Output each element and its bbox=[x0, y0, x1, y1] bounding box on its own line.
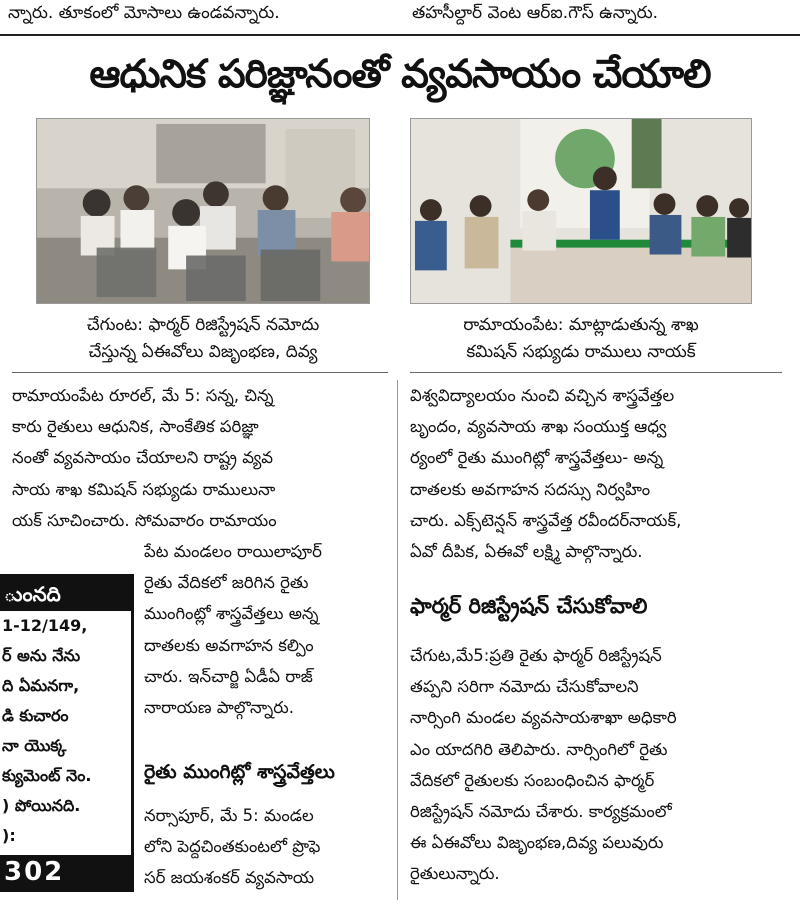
text-line: విశ్వవిద్యాలయం నుంచి వచ్చిన శాస్త్రవేత్తల bbox=[410, 386, 675, 405]
text-line: నారాయణ పాల్గొన్నారు. bbox=[144, 698, 294, 718]
caption-left-line-2: చేస్తున్న ఏఈవోలు విజృంభణ, దివ్య bbox=[88, 342, 318, 362]
text-line: లోని పెద్దచింతకుంటలో ప్రొఫె bbox=[144, 837, 321, 857]
text-line: కారు రైతులు ఆధునిక, సాంకేతిక పరిజ్ఞా bbox=[12, 417, 259, 437]
text-line: నంతో వ్యవసాయం చేయాలని రాష్ట్ర వ్యవ bbox=[12, 448, 274, 468]
text-line: ఈ ఏఈవోలు విజృంభణ,దివ్య పలువురు bbox=[410, 833, 664, 853]
subhead-left: రైతు ముంగిట్లో శాస్త్రవేత్తలు bbox=[144, 761, 335, 783]
top-continuation-right: తహసీల్దార్ వెంట ఆర్ఐ.గౌస్ ఉన్నారు. bbox=[412, 3, 658, 23]
ad-line: డి కుచారం bbox=[2, 706, 69, 725]
ad-line: ) పోయినది. bbox=[2, 796, 81, 815]
text-line: తప్పని సరిగా నమోదు చేసుకోవాలని bbox=[410, 677, 639, 697]
caption-right bbox=[410, 312, 752, 366]
ad-number: 302 bbox=[0, 855, 131, 889]
headline: ఆధునిక పరిజ్ఞానంతో వ్యవసాయం చేయాలి bbox=[89, 52, 711, 97]
caption-right-line-1: రామాయంపేట: మాట్లాడుతున్న శాఖ bbox=[463, 315, 699, 335]
left-caption-divider bbox=[12, 372, 388, 373]
top-continuation-left: న్నారు. తూకంలో మోసాలు ఉండవన్నారు. bbox=[8, 3, 280, 23]
caption-left-line-1: చేగుంట: ఫార్మర్ రిజిస్ట్రేషన్ నమోదు bbox=[86, 315, 320, 335]
text-line: రామాయంపేట రూరల్, మే 5: సన్న, చిన్న bbox=[12, 386, 274, 405]
text-line: నర్సాపూర్, మే 5: మండల bbox=[144, 806, 314, 825]
text-line: ర్యంలో రైతు ముంగిట్లో శాస్త్రవేత్తలు- అన్న bbox=[410, 448, 664, 468]
photo-farmer-registration bbox=[36, 118, 370, 304]
ad-line: ): bbox=[2, 826, 16, 845]
ad-line: నా యొక్క bbox=[2, 736, 67, 755]
text-line: వేదికలో రైతులకు సంబంధించిన ఫార్మర్ bbox=[410, 770, 655, 790]
left-article-para2 bbox=[144, 800, 384, 894]
text-line: రైతు వేదికలో జరిగిన రైతు bbox=[144, 573, 309, 593]
text-line: పేట మండలం రాయిలాపూర్ bbox=[144, 542, 322, 562]
right-caption-divider bbox=[410, 372, 782, 373]
text-line: దాతలకు అవగాహన కల్పిం bbox=[144, 635, 314, 655]
caption-right-line-2: కమిషన్ సభ్యుడు రాములు నాయక్ bbox=[466, 342, 696, 362]
ad-line: ర్ అను నేను bbox=[2, 646, 81, 665]
text-line: చేగుట,మే5:ప్రతి రైతు ఫార్మర్ రిజిస్ట్రేషన్ bbox=[410, 646, 662, 665]
photo-commission-member-speaking bbox=[410, 118, 752, 304]
text-line: బృందం, వ్యవసాయ శాఖ సంయుక్త ఆధ్వ bbox=[410, 417, 667, 437]
ad-line: క్యుమెంట్ నెం. bbox=[2, 766, 92, 785]
text-line: యక్ సూచించారు. సోమవారం రామాయం bbox=[12, 510, 277, 530]
column-divider bbox=[397, 380, 398, 900]
caption-left bbox=[36, 312, 370, 366]
text-line: చారు. ఇన్‌చార్జి ఏడీఏ రాజ్ bbox=[144, 666, 313, 686]
right-article-para2 bbox=[410, 640, 782, 890]
ad-title: ుంనది bbox=[0, 577, 131, 611]
subhead-right: ఫార్మర్ రిజిస్ట్రేషన్ చేసుకోవాలి bbox=[410, 594, 648, 618]
text-line: ఎం యాదగిరి తెలిపారు. నార్సింగిలో రైతు bbox=[410, 739, 668, 759]
right-article-para1 bbox=[410, 380, 782, 567]
text-line: రిజిస్ట్రేషన్ నమోదు చేశారు. కార్యక్రమంలో bbox=[410, 802, 672, 822]
ad-line: ది ఏమనగా, bbox=[2, 676, 80, 695]
text-line: రైతులున్నారు. bbox=[410, 864, 500, 884]
text-line: దాతలకు అవగాహన సదస్సు నిర్వహిం bbox=[410, 479, 651, 499]
ad-line: 1-12/149, bbox=[2, 616, 88, 635]
text-line: ఏవో దీపిక, ఏఈవో లక్ష్మి పాల్గొన్నారు. bbox=[410, 542, 643, 562]
text-line: చారు. ఎక్స్‌టెన్షన్ శాస్త్రవేత్త రవీందర్‌నాయక్, bbox=[410, 510, 682, 530]
text-line: నార్సింగి మండల వ్యవసాయశాఖా అధికారి bbox=[410, 708, 677, 728]
top-divider bbox=[0, 34, 800, 36]
text-line: సర్ జయశంకర్ వ్యవసాయ bbox=[144, 868, 315, 888]
classified-ad-box bbox=[0, 574, 134, 892]
text-line: సాయ శాఖ కమిషన్ సభ్యుడు రాములునా bbox=[12, 479, 276, 499]
text-line: ముంగింట్లో శాస్త్రవేత్తలు అన్న bbox=[144, 604, 319, 624]
